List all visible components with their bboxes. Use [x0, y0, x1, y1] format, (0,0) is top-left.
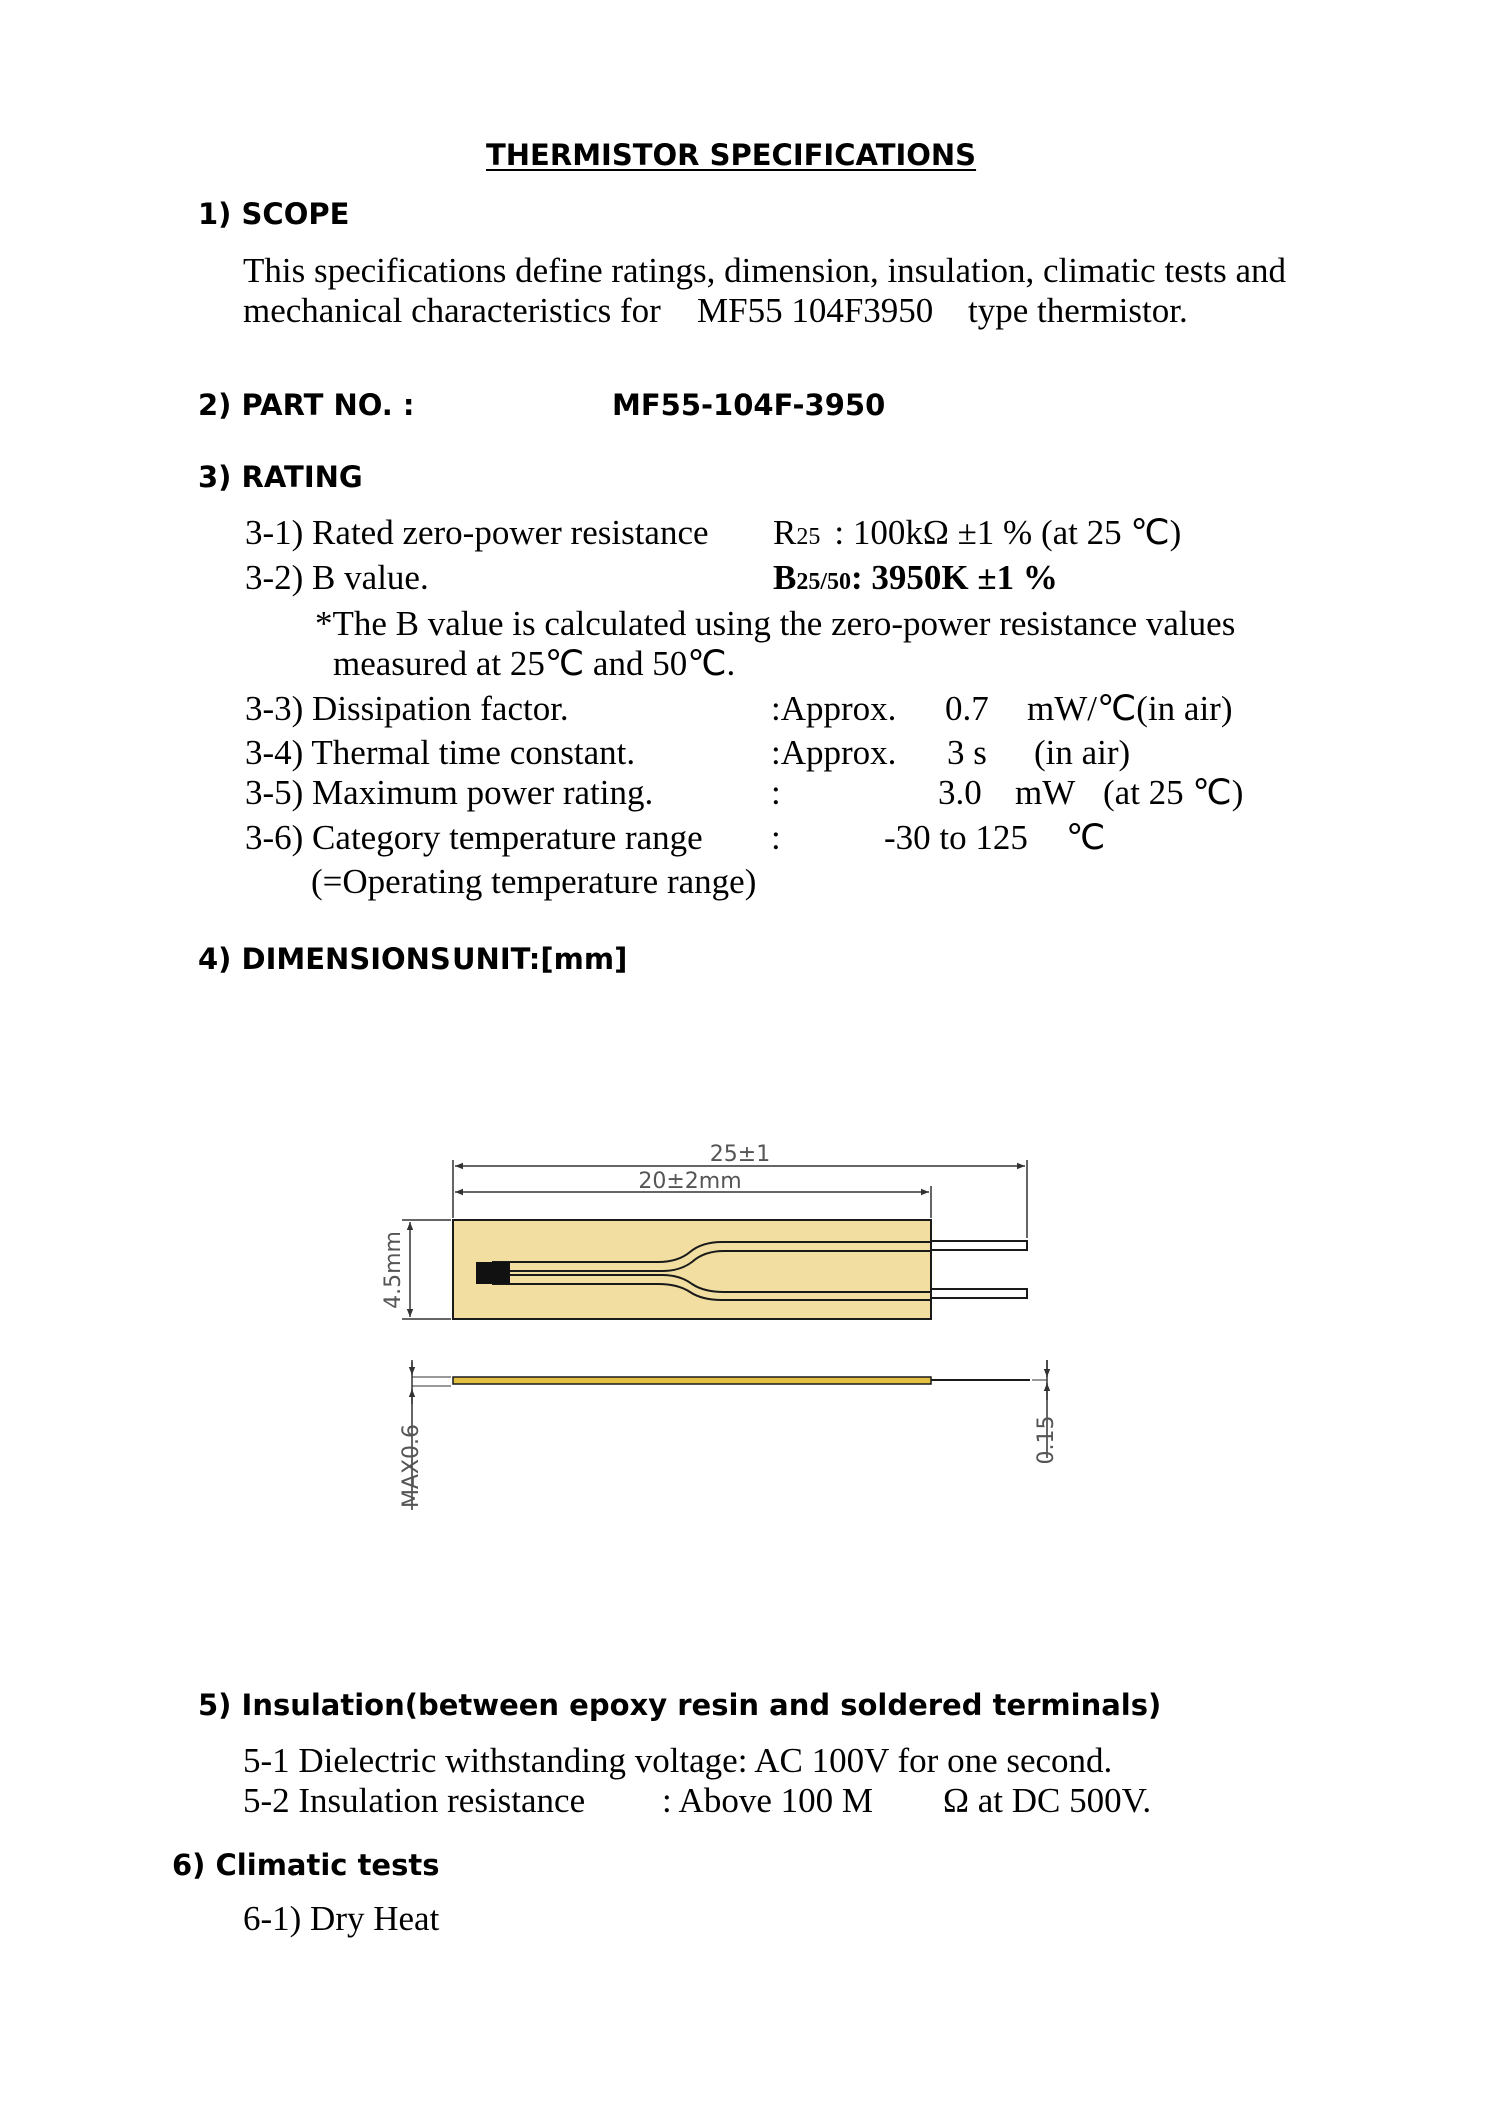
rating-3-approx: :Approx. — [771, 689, 897, 728]
rating-4-unit: (in air) — [1034, 733, 1131, 772]
rating-6-unit: ℃ — [1066, 818, 1106, 857]
insulation-2-label: 5-2 Insulation resistance — [243, 1781, 586, 1820]
thermistor-body — [453, 1220, 931, 1319]
scope-model: MF55 104F3950 — [697, 291, 934, 330]
rating-4-label: 3-4) Thermal time constant. — [245, 733, 636, 772]
lead-thickness-label: 0.15 — [1034, 1415, 1059, 1465]
rating-6-colon: : — [771, 818, 781, 857]
scope-line-1: This specifications define ratings, dimension, insulation, climatic tests and — [243, 251, 1286, 290]
thermistor-side-view — [453, 1377, 931, 1384]
rating-5-label: 3-5) Maximum power rating. — [245, 773, 654, 812]
dimensions-heading: 4) DIMENSIONS — [198, 942, 451, 976]
rating-4-value: 3 s — [947, 733, 987, 772]
b-note-line-2: measured at 25℃ and 50℃. — [333, 644, 736, 683]
sensing-element — [476, 1262, 510, 1284]
body-length-label: 20±2mm — [638, 1169, 742, 1194]
b-value: : 3950K ±1 % — [851, 558, 1058, 597]
rating-6-note: (=Operating temperature range) — [311, 862, 757, 901]
b-subscript: 25/50 — [796, 569, 852, 595]
rating-5-unit: mW — [1015, 773, 1076, 812]
insulation-2-unit: Ω at DC 500V. — [943, 1781, 1152, 1820]
rating-3-unit: mW/℃(in air) — [1027, 689, 1233, 728]
climatic-1: 6-1) Dry Heat — [243, 1899, 440, 1938]
lead-wire-top — [931, 1241, 1027, 1250]
insulation-2-value: : Above 100 M — [662, 1781, 873, 1820]
dimensions-unit: UNIT:[mm] — [452, 942, 628, 976]
b-note-line-1: *The B value is calculated using the zero-power resistance values — [315, 604, 1236, 643]
scope-heading: 1) SCOPE — [198, 197, 350, 231]
part-no-value: MF55-104F-3950 — [612, 388, 886, 422]
rating-3-label: 3-3) Dissipation factor. — [245, 689, 569, 728]
scope-line-2-text: mechanical characteristics for — [243, 291, 661, 330]
rating-6-value: -30 to 125 — [884, 818, 1028, 857]
rating-2-label: 3-2) B value. — [245, 558, 429, 597]
max-thickness-label: MAX0.6 — [399, 1423, 424, 1509]
resistance-value: : 100kΩ ±1 % (at 25 ℃) — [834, 513, 1182, 552]
resistance-subscript: 25 — [796, 524, 821, 550]
total-length-label: 25±1 — [709, 1142, 771, 1167]
rating-5-value: 3.0 — [938, 773, 982, 812]
insulation-heading: 5) Insulation(between epoxy resin and soldered terminals) — [198, 1688, 1162, 1722]
climatic-heading: 6) Climatic tests — [172, 1848, 440, 1882]
rating-5-colon: : — [771, 773, 781, 812]
rating-6-label: 3-6) Category temperature range — [245, 818, 703, 857]
rating-5-condition: (at 25 ℃) — [1103, 773, 1244, 812]
width-label: 4.5mm — [381, 1231, 406, 1309]
scope-line-2-end: type thermistor. — [968, 291, 1188, 330]
page-title: THERMISTOR SPECIFICATIONS — [486, 138, 977, 172]
rating-4-approx: :Approx. — [771, 733, 897, 772]
lead-wire-bottom — [931, 1289, 1027, 1298]
rating-1-label: 3-1) Rated zero-power resistance — [245, 513, 709, 552]
resistance-symbol: R — [773, 513, 797, 552]
part-no-heading: 2) PART NO. : — [198, 388, 415, 422]
b-symbol: B — [773, 558, 797, 597]
insulation-1: 5-1 Dielectric withstanding voltage: AC 100V for one second. — [243, 1741, 1113, 1780]
rating-heading: 3) RATING — [198, 460, 363, 494]
rating-3-value: 0.7 — [945, 689, 989, 728]
